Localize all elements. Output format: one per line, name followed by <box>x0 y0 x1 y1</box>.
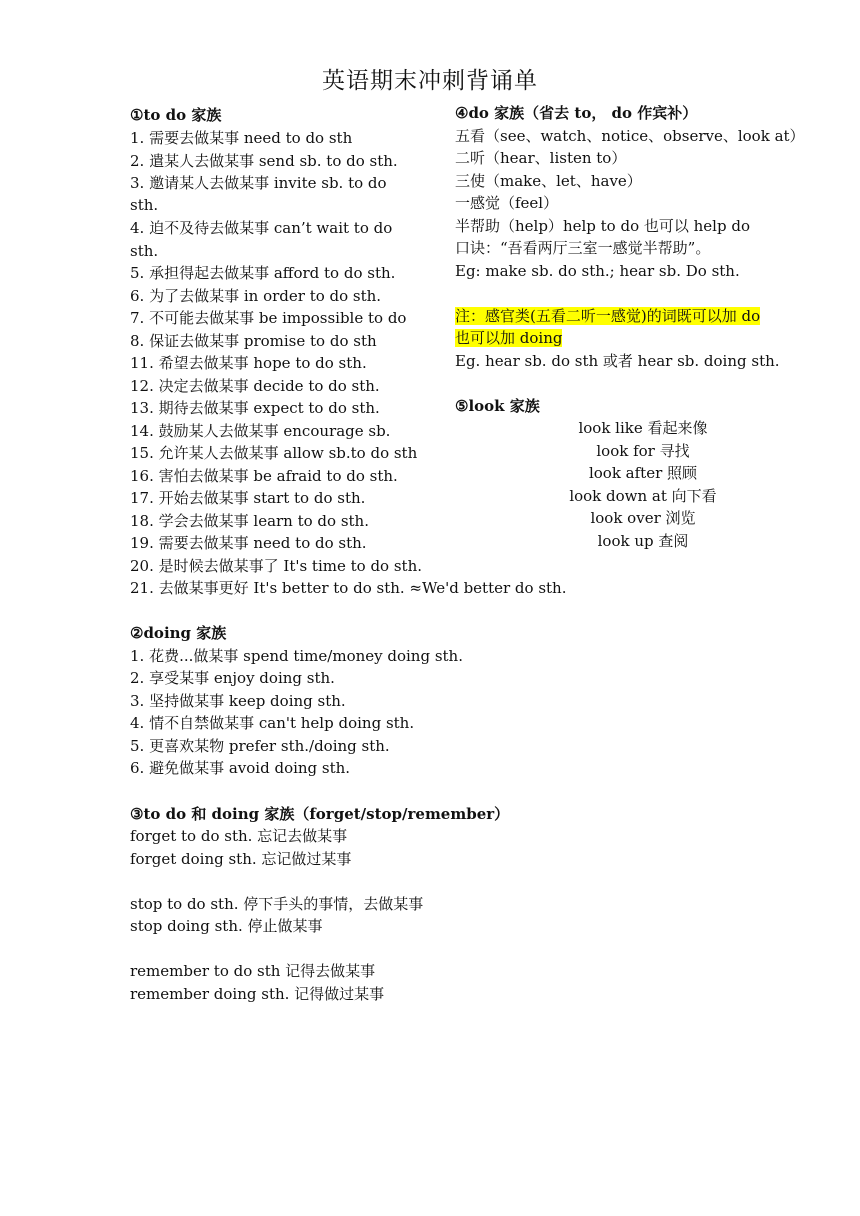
list-item: 三使（make、let、have） <box>455 172 642 190</box>
list-item: 1. 花费...做某事 spend time/money doing sth. <box>130 647 463 665</box>
list-item: remember to do sth 记得去做某事 <box>130 962 376 980</box>
list-item: Eg: make sb. do sth.; hear sb. Do sth. <box>455 262 740 280</box>
list-item: look over 浏览 <box>590 509 696 527</box>
list-item: 4. 情不自禁做某事 can't help doing sth. <box>130 714 415 732</box>
section-todo-heading: ①to do 家族 <box>130 106 222 124</box>
list-item: 21. 去做某事更好 It's better to do sth. ≈We'd better do sth. <box>130 579 567 597</box>
list-item: 7. 不可能去做某事 be impossible to do <box>130 309 407 327</box>
list-item: remember doing sth. 记得做过某事 <box>130 985 385 1003</box>
list-item: 2. 遣某人去做某事 send sb. to do sth. <box>130 152 398 170</box>
section-do-heading: ④do 家族（省去 to， do 作宾补） <box>455 104 698 122</box>
list-item: look up 查阅 <box>597 532 689 550</box>
section-todo-doing-heading: ③to do 和 doing 家族（forget/stop/remember） <box>130 805 510 823</box>
section-doing-heading: ②doing 家族 <box>130 624 227 642</box>
note-text: 也可以加 doing <box>455 329 563 347</box>
list-item: 1. 需要去做某事 need to do sth <box>130 129 353 147</box>
list-item: sth. <box>130 242 159 260</box>
list-item: 6. 避免做某事 avoid doing sth. <box>130 759 351 777</box>
list-item: 3. 邀请某人去做某事 invite sb. to do <box>130 174 387 192</box>
list-item: 半帮助（help）help to do 也可以 help do <box>455 217 750 235</box>
note-line <box>455 327 562 349</box>
list-item: 一感觉（feel） <box>455 194 559 212</box>
list-item: 11. 希望去做某事 hope to do sth. <box>130 354 367 372</box>
list-item: 二听（hear、listen to） <box>455 149 627 167</box>
list-item: 13. 期待去做某事 expect to do sth. <box>130 399 380 417</box>
list-item: 18. 学会去做某事 learn to do sth. <box>130 512 369 530</box>
list-item: 17. 开始去做某事 start to do sth. <box>130 489 366 507</box>
list-item: 6. 为了去做某事 in order to do sth. <box>130 287 382 305</box>
list-item: 19. 需要去做某事 need to do sth. <box>130 534 367 552</box>
list-item: 12. 决定去做某事 decide to do sth. <box>130 377 380 395</box>
list-item: forget doing sth. 忘记做过某事 <box>130 850 352 868</box>
list-item: 14. 鼓励某人去做某事 encourage sb. <box>130 422 391 440</box>
list-item: 3. 坚持做某事 keep doing sth. <box>130 692 346 710</box>
list-item: sth. <box>130 196 159 214</box>
list-item: 8. 保证去做某事 promise to do sth <box>130 332 377 350</box>
list-item: look down at 向下看 <box>569 487 717 505</box>
note-example: Eg. hear sb. do sth 或者 hear sb. doing sth. <box>455 352 780 370</box>
list-item: 2. 享受某事 enjoy doing sth. <box>130 669 335 687</box>
list-item: look for 寻找 <box>596 442 690 460</box>
list-item: 15. 允许某人去做某事 allow sb.to do sth <box>130 444 418 462</box>
list-item: stop doing sth. 停止做某事 <box>130 917 323 935</box>
list-item: 5. 承担得起去做某事 afford to do sth. <box>130 264 396 282</box>
list-item: 五看（see、watch、notice、observe、look at） <box>455 127 805 145</box>
list-item: 4. 迫不及待去做某事 can’t wait to do <box>130 219 393 237</box>
note-line <box>455 305 760 327</box>
list-item: stop to do sth. 停下手头的事情，去做某事 <box>130 895 424 913</box>
list-item: 5. 更喜欢某物 prefer sth./doing sth. <box>130 737 390 755</box>
list-item: look after 照顾 <box>588 464 698 482</box>
list-item: forget to do sth. 忘记去做某事 <box>130 827 348 845</box>
page-title: 英语期末冲刺背诵单 <box>322 68 538 94</box>
list-item: 16. 害怕去做某事 be afraid to do sth. <box>130 467 398 485</box>
note-text: 注：感官类(五看二听一感觉)的词既可以加 do <box>455 307 761 325</box>
list-item: 口诀：“吾看两厅三室一感觉半帮助”。 <box>455 239 711 257</box>
section-look-heading: ⑤look 家族 <box>455 397 540 415</box>
list-item: look like 看起来像 <box>578 419 708 437</box>
list-item: 20. 是时候去做某事了 It's time to do sth. <box>130 557 423 575</box>
